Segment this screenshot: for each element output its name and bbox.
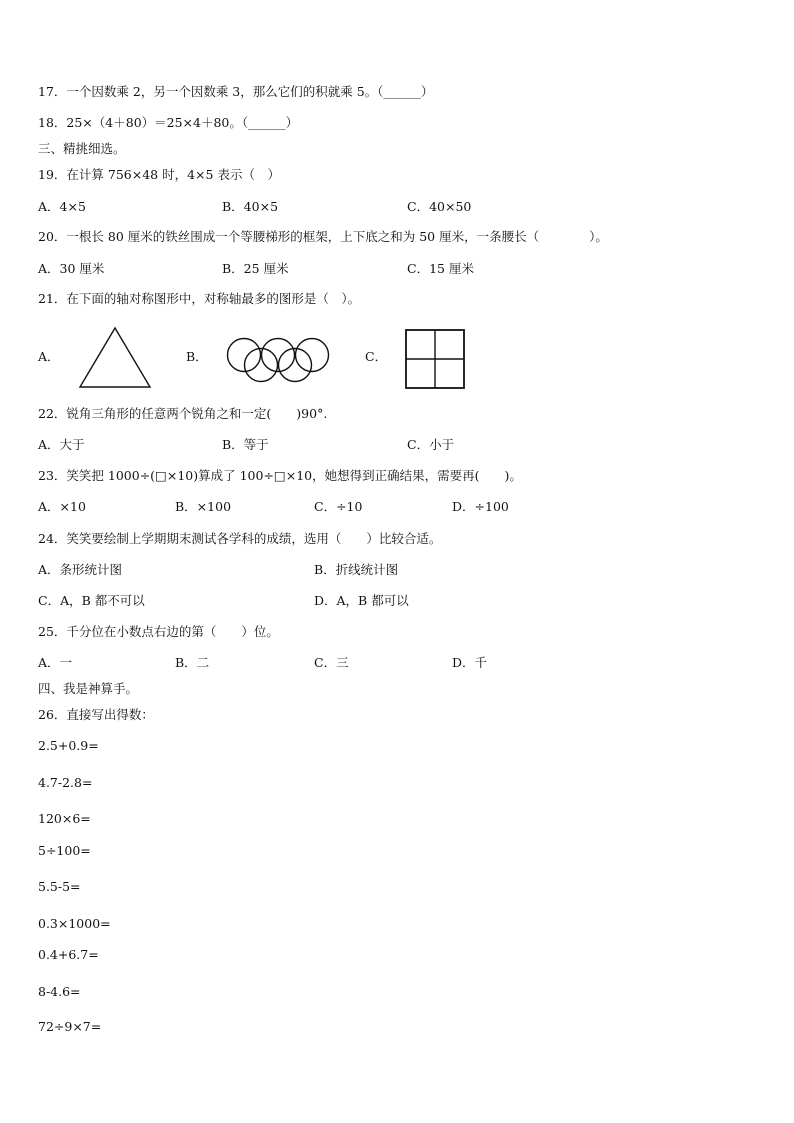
square-grid-figure	[404, 328, 466, 390]
q19-option-b: B．40×5	[222, 199, 279, 214]
calc-item: 0.4+6.7=	[38, 947, 99, 962]
q25-option-c: C．三	[314, 655, 349, 670]
q22-option-c: C．小于	[407, 437, 455, 452]
question-22-stem: 22．锐角三角形的任意两个锐角之和一定( )90°.	[38, 406, 328, 421]
olympic-rings-figure	[224, 336, 332, 384]
q21-option-b: B．	[186, 349, 208, 364]
q23-option-c: C．÷10	[314, 499, 363, 514]
q24-option-a: A．条形统计图	[38, 562, 123, 577]
q25-option-a: A．一	[38, 655, 73, 670]
calc-item: 72÷9×7=	[38, 1019, 102, 1034]
question-26-stem: 26．直接写出得数：	[38, 707, 154, 722]
question-21-stem: 21．在下面的轴对称图形中，对称轴最多的图形是（ ）。	[38, 291, 361, 306]
q20-option-b: B．25 厘米	[222, 261, 289, 276]
calc-item: 5.5-5=	[38, 879, 81, 894]
q25-option-b: B．二	[175, 655, 210, 670]
calc-item: 120×6=	[38, 811, 91, 826]
q23-option-d: D．÷100	[452, 499, 509, 514]
calc-item: 8-4.6=	[38, 984, 81, 999]
q21-option-a: A．	[38, 349, 60, 364]
calc-item: 2.5+0.9=	[38, 738, 99, 753]
q23-option-b: B．×100	[175, 499, 232, 514]
section-4-heading: 四、我是神算手。	[38, 681, 139, 696]
question-24-stem: 24．笑笑要绘制上学期期末测试各学科的成绩，选用（ ）比较合适。	[38, 531, 442, 546]
q25-option-d: D．千	[452, 655, 488, 670]
question-17: 17．一个因数乘 2，另一个因数乘 3，那么它们的积就乘 5。（______）	[38, 84, 434, 99]
calc-item: 4.7-2.8=	[38, 775, 93, 790]
q20-option-a: A．30 厘米	[38, 261, 105, 276]
q23-option-a: A．×10	[38, 499, 86, 514]
triangle-figure	[76, 326, 154, 390]
q21-option-c: C．	[365, 349, 388, 364]
q19-option-a: A．4×5	[38, 199, 86, 214]
question-25-stem: 25．千分位在小数点右边的第（ ）位。	[38, 624, 279, 639]
q20-option-c: C．15 厘米	[407, 261, 474, 276]
section-3-heading: 三、精挑细选。	[38, 141, 126, 156]
q19-option-c: C．40×50	[407, 199, 472, 214]
question-18: 18．25×（4＋80）＝25×4＋80。（______）	[38, 115, 299, 130]
question-23-stem: 23．笑笑把 1000÷(□×10)算成了 100÷□×10，她想得到正确结果，需要再( )。	[38, 468, 522, 483]
question-20-stem: 20．一根长 80 厘米的铁丝围成一个等腰梯形的框架，上下底之和为 50 厘米，一条腰长（ ）。	[38, 229, 608, 244]
q24-option-c: C．A，B 都不可以	[38, 593, 145, 608]
question-19-stem: 19．在计算 756×48 时，4×5 表示（ ）	[38, 167, 280, 182]
q24-option-d: D．A，B 都可以	[314, 593, 409, 608]
calc-item: 0.3×1000=	[38, 916, 111, 931]
q24-option-b: B．折线统计图	[314, 562, 399, 577]
q22-option-b: B．等于	[222, 437, 269, 452]
calc-item: 5÷100=	[38, 843, 91, 858]
q22-option-a: A．大于	[38, 437, 85, 452]
